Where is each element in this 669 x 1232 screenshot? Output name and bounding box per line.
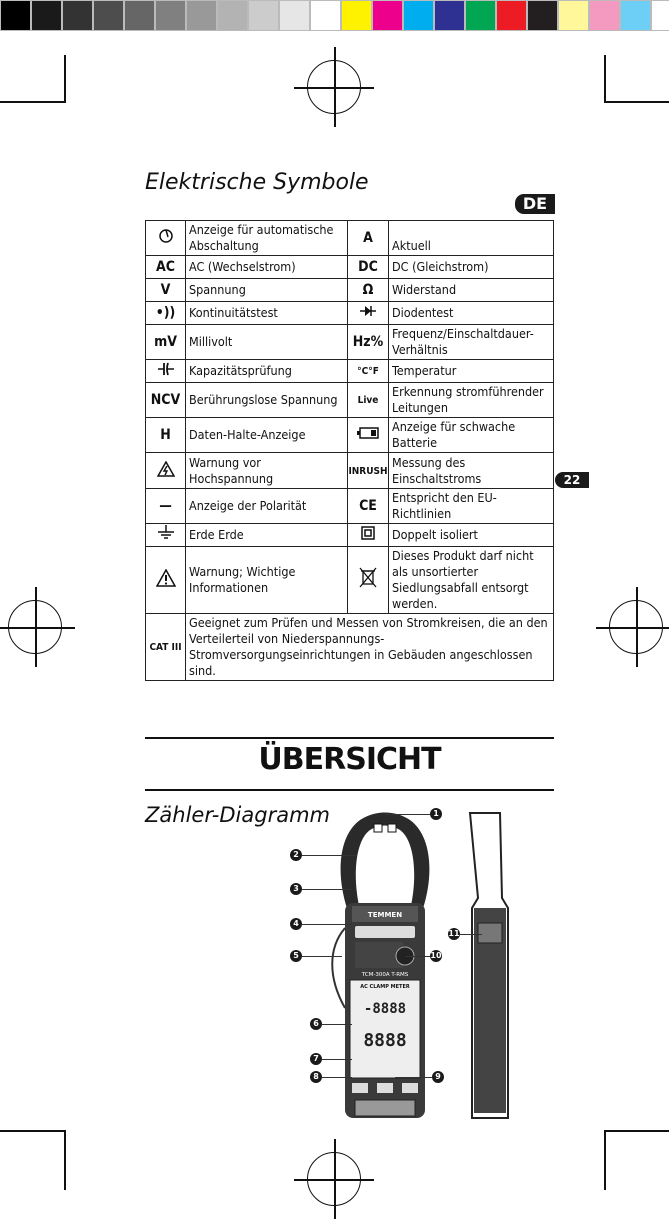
lcd-digits-main: 8888 [363,1030,407,1051]
crop-mark [0,1130,66,1132]
color-swatch [0,0,31,31]
symbol-glyph [348,256,389,279]
color-swatch [186,0,217,31]
symbol-row [146,524,554,547]
symbol-description: Berührungslose Spannung [186,383,348,418]
callout-leader-line [302,956,342,957]
symbol-description: Aktuell [389,221,554,256]
color-swatch [496,0,527,31]
crop-mark [604,1130,606,1190]
symbol-glyph [348,325,389,360]
symbol-row [146,256,554,279]
symbol-description: Millivolt [186,325,348,360]
symbol-description: Entspricht den EU-Richtlinien [389,489,554,524]
symbol-row [146,360,554,383]
symbol-text: Hz% [352,334,384,350]
power-off-icon [146,221,186,256]
symbol-description: DC (Gleichstrom) [389,256,554,279]
callout-leader-line [385,814,430,815]
language-badge: DE [515,194,555,214]
meter-model: TCM-300A T-RMS [361,972,409,978]
overview-heading: ÜBERSICHT [258,742,441,777]
symbol-description: Erde Erde [186,524,348,547]
weee-bin-icon [348,547,389,614]
ground-icon [146,524,186,547]
symbol-description: Dieses Produkt darf nicht als unsortierter Siedlungsabfall entsorgt werden. [389,547,554,614]
color-swatch [62,0,93,31]
warning-icon [146,547,186,614]
symbol-row [146,221,554,256]
symbol-description: Doppelt isoliert [389,524,554,547]
color-swatch [434,0,465,31]
color-swatch [527,0,558,31]
symbol-glyph [348,453,389,489]
callout-leader-line [322,1077,352,1078]
symbol-text: CE [359,498,377,514]
callout-number: 9 [432,1071,444,1083]
symbol-description: Widerstand [389,279,554,302]
capacitor-icon [146,360,186,383]
color-swatch [651,0,669,31]
symbol-glyph [146,302,186,325]
high-voltage-icon [146,453,186,489]
callout-number: 7 [310,1053,322,1065]
symbol-description: Warnung vor Hochspannung [186,453,348,489]
color-swatch [93,0,124,31]
callout-leader-line [395,1077,432,1078]
symbol-text: NCV [150,392,181,408]
crop-mark [0,101,66,103]
color-calibration-bar [341,0,669,33]
callout-leader-line [460,934,482,935]
color-swatch [279,0,310,31]
cat-iii-description: Geeignet zum Prüfen und Messen von Stromkreisen, die an den Verteilerteil von Niederspannungs-Stromversorgungseinrichtungen in Gebäuden angeschlossen sind. [186,614,554,681]
symbol-row [146,325,554,360]
section-title: Elektrische Symbole [145,170,369,195]
symbol-description: Warnung; Wichtige Informationen [186,547,348,614]
crop-mark [64,55,66,102]
gray-calibration-bar [0,0,341,33]
callout-leader-line [322,1059,352,1060]
symbol-text: •)) [155,305,176,321]
registration-mark [307,1152,361,1206]
symbol-row [146,453,554,489]
symbol-glyph [146,325,186,360]
battery-icon [348,418,389,453]
symbol-text: H [160,427,171,443]
registration-mark [307,60,361,114]
callout-number: 1 [430,808,442,820]
symbol-text: A [363,230,373,246]
symbols-table [145,220,554,681]
color-swatch [620,0,651,31]
symbol-description: Diodentest [389,302,554,325]
symbol-description: Messung des Einschaltstroms [389,453,554,489]
symbol-text: — [159,498,172,514]
symbol-description: Kontinuitätstest [186,302,348,325]
symbol-description: Erkennung stromführender Leitungen [389,383,554,418]
symbol-row [146,547,554,614]
symbol-description: Kapazitätsprüfung [186,360,348,383]
diode-icon [348,302,389,325]
double-insulation-icon [348,524,389,547]
color-swatch [372,0,403,31]
crop-mark [64,1130,66,1190]
clamp-meter-side-illustration [460,808,520,1128]
callout-number: 11 [448,929,460,938]
color-swatch [589,0,620,31]
cat-iii-label [146,614,186,681]
callout-leader-line [302,924,352,925]
color-swatch [341,0,372,31]
callout-number: 8 [310,1071,322,1083]
symbol-text: mV [154,334,177,350]
color-swatch [558,0,589,31]
symbol-description: Daten-Halte-Anzeige [186,418,348,453]
symbol-text: °C°F [357,366,379,377]
symbol-text: V [160,282,171,298]
symbol-text: Live [357,395,379,406]
symbol-glyph [146,279,186,302]
symbol-text: AC [156,259,175,275]
symbol-description: Frequenz/Einschaltdauer-Verhältnis [389,325,554,360]
callout-number: 10 [430,951,442,960]
registration-mark [8,600,62,654]
symbol-glyph [146,256,186,279]
symbol-glyph [348,383,389,418]
color-swatch [310,0,341,31]
crop-mark [604,55,606,102]
diagram-title: Zähler-Diagramm [145,803,331,827]
callout-number: 4 [290,918,302,930]
callout-number: 5 [290,950,302,962]
symbol-text: INRUSH [348,465,388,477]
callout-number: 6 [310,1018,322,1030]
callout-leader-line [302,855,357,856]
symbol-text: Ω [362,282,374,298]
divider [145,789,554,791]
symbol-description: AC (Wechselstrom) [186,256,348,279]
color-swatch [403,0,434,31]
symbol-row [146,302,554,325]
callout-leader-line [302,889,352,890]
symbol-row [146,418,554,453]
symbol-glyph [146,383,186,418]
lcd-digits-top: -8888 [363,1001,407,1017]
symbol-glyph [348,360,389,383]
page-number-badge: 22 [555,472,589,488]
callout-number: 3 [290,883,302,895]
symbol-description: Anzeige für schwache Batterie [389,418,554,453]
symbol-text: DC [358,259,378,275]
symbol-glyph [348,279,389,302]
crop-mark [604,1130,669,1132]
divider [145,737,554,739]
meter-brand: TEMMEN [367,911,403,919]
color-swatch [124,0,155,31]
color-swatch [217,0,248,31]
symbol-description: Anzeige der Polarität [186,489,348,524]
lcd-label: AC CLAMP METER [360,984,410,990]
callout-leader-line [322,1024,352,1025]
symbol-description: Spannung [186,279,348,302]
registration-mark [609,600,663,654]
symbol-row [146,489,554,524]
symbol-glyph [348,221,389,256]
symbol-row [146,383,554,418]
symbol-glyph [348,489,389,524]
symbol-glyph [146,418,186,453]
symbol-description: Anzeige für automatische Abschaltung [186,221,348,256]
color-swatch [465,0,496,31]
color-swatch [248,0,279,31]
symbol-row [146,279,554,302]
color-swatch [31,0,62,31]
callout-number: 2 [290,849,302,861]
color-swatch [155,0,186,31]
symbol-glyph [146,489,186,524]
symbol-description: Temperatur [389,360,554,383]
cat-iii-text: CAT III [149,642,182,653]
crop-mark [604,101,669,103]
callout-leader-line [405,956,430,957]
clamp-meter-front-illustration [330,808,440,1128]
category-row [146,614,554,681]
